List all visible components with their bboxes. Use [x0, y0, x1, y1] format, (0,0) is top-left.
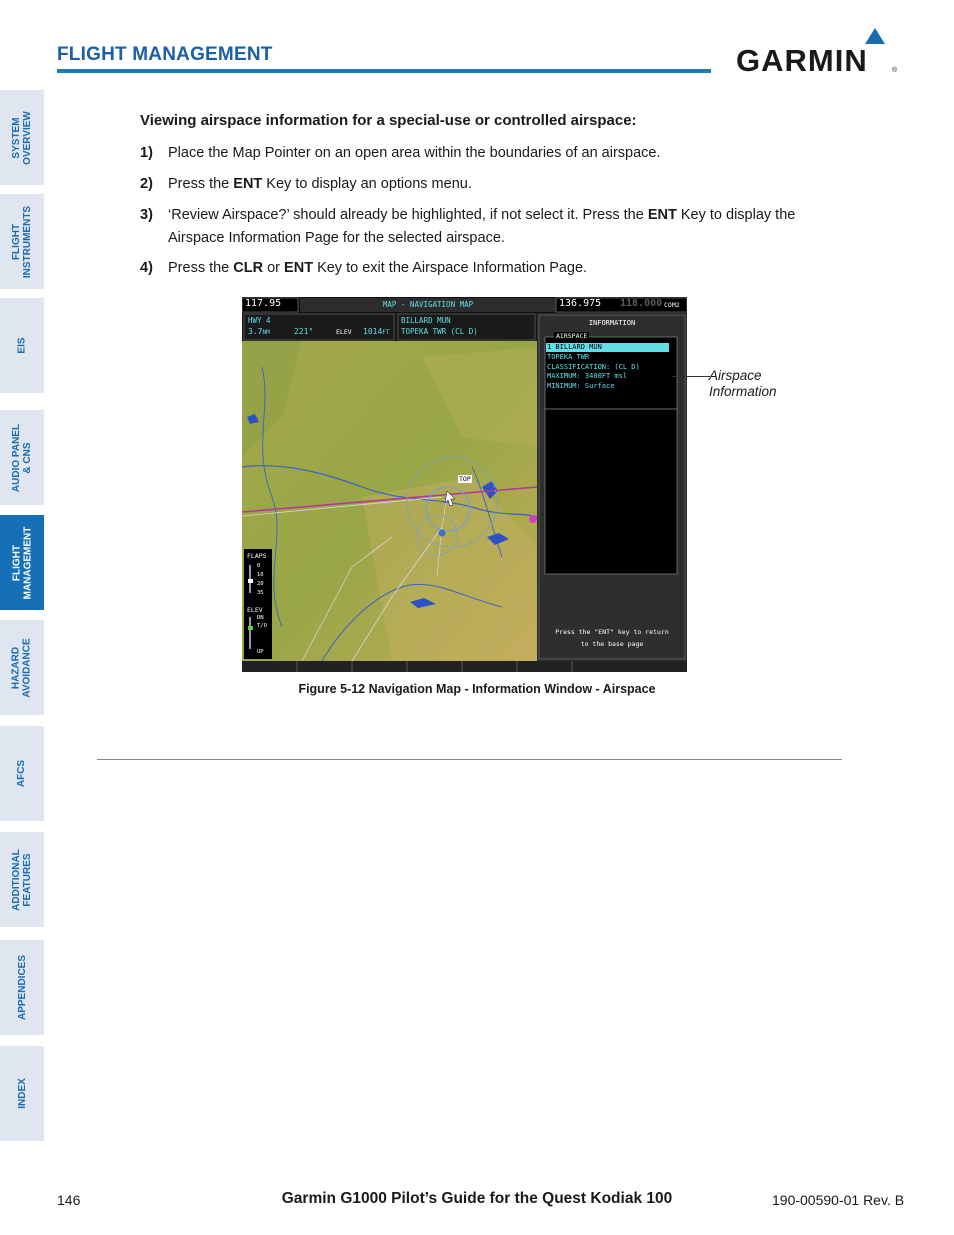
- tab-system-overview[interactable]: [0, 90, 44, 185]
- page-number: 146: [57, 1192, 81, 1208]
- com-label: COM2: [664, 301, 680, 309]
- tower-name: TOPEKA TWR (CL D): [401, 327, 478, 336]
- com-standby-frequency: 118.000: [620, 298, 663, 309]
- tab-label: AFCS: [16, 759, 28, 788]
- section-title: FLIGHT MANAGEMENT: [57, 44, 273, 65]
- airport-name: BILLARD MUN: [401, 316, 451, 325]
- section-divider: [97, 759, 842, 760]
- airspace-information-callout: Airspace Information: [709, 368, 777, 399]
- step-2: [140, 173, 842, 196]
- header-rule: [57, 69, 711, 73]
- elevation-readout: 1014FT: [363, 327, 390, 336]
- figure-caption: Figure 5-12 Navigation Map - Information Window - Airspace: [298, 682, 656, 696]
- highway-label: HWY 4: [248, 316, 271, 325]
- tab-label: HAZARD AVOIDANCE: [11, 637, 34, 698]
- tab-label: SYSTEM OVERVIEW: [11, 110, 33, 165]
- elevation-label: ELEV: [336, 328, 352, 336]
- svg-text:GARMIN: GARMIN: [736, 43, 868, 76]
- tab-afcs[interactable]: [0, 726, 44, 821]
- guide-title: Garmin G1000 Pilot’s Guide for the Quest Kodiak 100: [281, 1190, 673, 1207]
- com-active-frequency: 136.975: [559, 298, 602, 309]
- tab-label: EIS: [16, 337, 28, 354]
- tab-label: ADDITIONAL FEATURES: [11, 848, 34, 911]
- tab-flight-management[interactable]: [0, 515, 44, 610]
- tab-label: FLIGHT MANAGEMENT: [11, 526, 33, 599]
- tab-audio-panel-cns[interactable]: [0, 410, 44, 505]
- procedure-heading: Viewing airspace information for a special-use or controlled airspace:: [140, 112, 637, 129]
- navigation-map-screenshot: [242, 297, 687, 672]
- bearing-readout: 221°: [294, 327, 314, 336]
- tab-additional-features[interactable]: [0, 832, 44, 927]
- step-text: ‘Review Airspace?’ should already be highlighted, if not select it. Press the ENT Key to display the Airspace Information Page for the selected airspace.: [168, 207, 796, 246]
- tab-flight-instruments[interactable]: [0, 194, 44, 289]
- svg-text:®: ®: [892, 67, 898, 74]
- step-number: 1): [140, 145, 153, 161]
- distance-readout: 3.7NM: [248, 327, 270, 336]
- flaps-label: FLAPS: [247, 552, 267, 560]
- return-instruction: Press the "ENT" key to return to the base page: [555, 628, 669, 648]
- airspace-minimum: MINIMUM: Surface: [547, 381, 615, 390]
- flap-mark: 20: [257, 581, 264, 587]
- page-title: MAP - NAVIGATION MAP: [382, 300, 474, 309]
- document-number: 190-00590-01 Rev. B: [772, 1192, 905, 1208]
- step-number: 4): [140, 260, 153, 276]
- step-number: 3): [140, 207, 153, 223]
- step-1: [140, 142, 842, 165]
- airspace-group-label: AIRSPACE: [556, 332, 588, 340]
- step-4: [140, 257, 842, 280]
- nav-frequency: 117.95: [245, 298, 282, 309]
- step-number: 2): [140, 176, 153, 192]
- map-waypoint-label: TOP: [459, 475, 471, 483]
- tab-label: APPENDICES: [16, 954, 28, 1021]
- trim-mark: DN: [257, 615, 264, 621]
- flap-mark: 0: [257, 563, 261, 569]
- airspace-classification: CLASSIFICATION: (CL D): [547, 362, 640, 371]
- trim-mark: UP: [257, 649, 264, 655]
- callout-leader-line: [672, 376, 710, 377]
- airspace-name: TOPEKA TWR: [547, 353, 590, 361]
- tab-index[interactable]: [0, 1046, 44, 1141]
- step-text: Place the Map Pointer on an open area within the boundaries of an airspace.: [168, 145, 661, 161]
- airspace-maximum: MAXIMUM: 3400FT msl: [547, 372, 628, 380]
- airspace-selected-item[interactable]: 1 BILLARD MUN: [547, 343, 602, 351]
- tab-label: AUDIO PANEL & CNS: [11, 423, 33, 492]
- elev-trim-label: ELEV: [247, 606, 263, 614]
- garmin-logo: [734, 24, 900, 76]
- trim-mark: T/O: [257, 623, 267, 629]
- tab-hazard-avoidance[interactable]: [0, 620, 44, 715]
- step-3: [140, 204, 842, 250]
- tab-label: FLIGHT INSTRUMENTS: [11, 205, 34, 278]
- flap-mark: 10: [257, 572, 264, 578]
- tab-appendices[interactable]: [0, 940, 44, 1035]
- step-text: Press the ENT Key to display an options menu.: [168, 176, 472, 192]
- info-window-title: INFORMATION: [588, 319, 636, 327]
- tab-eis[interactable]: [0, 298, 44, 393]
- step-text: Press the CLR or ENT Key to exit the Airspace Information Page.: [168, 260, 588, 276]
- flap-mark: 35: [257, 590, 264, 596]
- tab-label: INDEX: [16, 1078, 28, 1109]
